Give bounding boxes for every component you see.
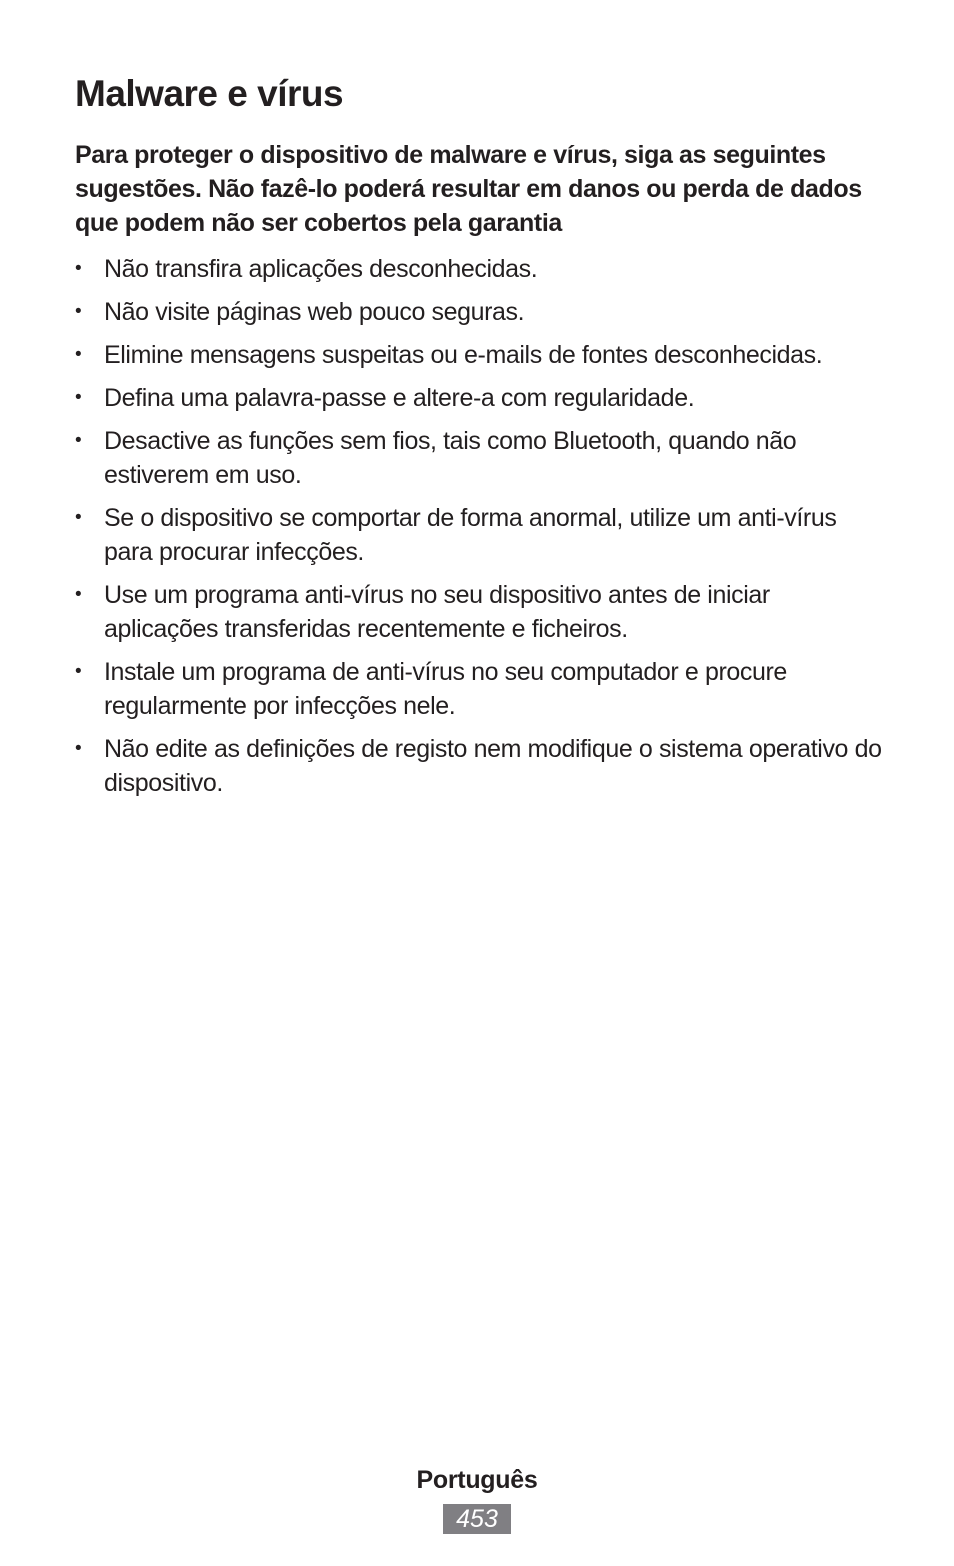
- list-item-text: Elimine mensagens suspeitas ou e-mails de fontes desconhecidas.: [104, 341, 823, 369]
- intro-paragraph: Para proteger o dispositivo de malware e vírus, siga as seguintes sugestões. Não fazê-lo poderá resultar em danos ou perda de dados que podem não ser cobertos pela garantia: [75, 141, 862, 237]
- bullet-icon: •: [75, 661, 82, 682]
- list-item-text: Use um programa anti-vírus no seu dispositivo antes de iniciar aplicações transferidas recentemente e ficheiros.: [104, 581, 770, 643]
- bullet-icon: •: [75, 258, 82, 279]
- section-title: Malware e vírus: [75, 73, 344, 114]
- page-content: [75, 68, 885, 809]
- list-item: [75, 424, 885, 492]
- list-item-text: Não transfira aplicações desconhecidas.: [104, 255, 538, 283]
- list-item-text: Não visite páginas web pouco seguras.: [104, 298, 525, 326]
- list-item: [75, 655, 885, 723]
- list-item: [75, 501, 885, 569]
- list-item-text: Instale um programa de anti-vírus no seu computador e procure regularmente por infecções nele.: [104, 658, 787, 720]
- list-item: [75, 578, 885, 646]
- list-item-text: Não edite as definições de registo nem modifique o sistema operativo do dispositivo.: [104, 735, 882, 797]
- bullet-list: [75, 252, 885, 800]
- page-number: 453: [443, 1504, 511, 1534]
- footer-language: Português: [416, 1466, 538, 1494]
- list-item: [75, 295, 885, 329]
- list-item: [75, 252, 885, 286]
- list-item: [75, 381, 885, 415]
- list-item: [75, 338, 885, 372]
- list-item: [75, 732, 885, 800]
- list-item-text: Se o dispositivo se comportar de forma anormal, utilize um anti-vírus para procurar infecções.: [104, 504, 837, 566]
- bullet-icon: •: [75, 344, 82, 365]
- bullet-icon: •: [75, 507, 82, 528]
- page-footer: [0, 1462, 954, 1534]
- bullet-icon: •: [75, 430, 82, 451]
- bullet-icon: •: [75, 584, 82, 605]
- bullet-icon: •: [75, 301, 82, 322]
- bullet-icon: •: [75, 738, 82, 759]
- bullet-icon: •: [75, 387, 82, 408]
- list-item-text: Desactive as funções sem fios, tais como Bluetooth, quando não estiverem em uso.: [104, 427, 797, 489]
- list-item-text: Defina uma palavra-passe e altere-a com regularidade.: [104, 384, 695, 412]
